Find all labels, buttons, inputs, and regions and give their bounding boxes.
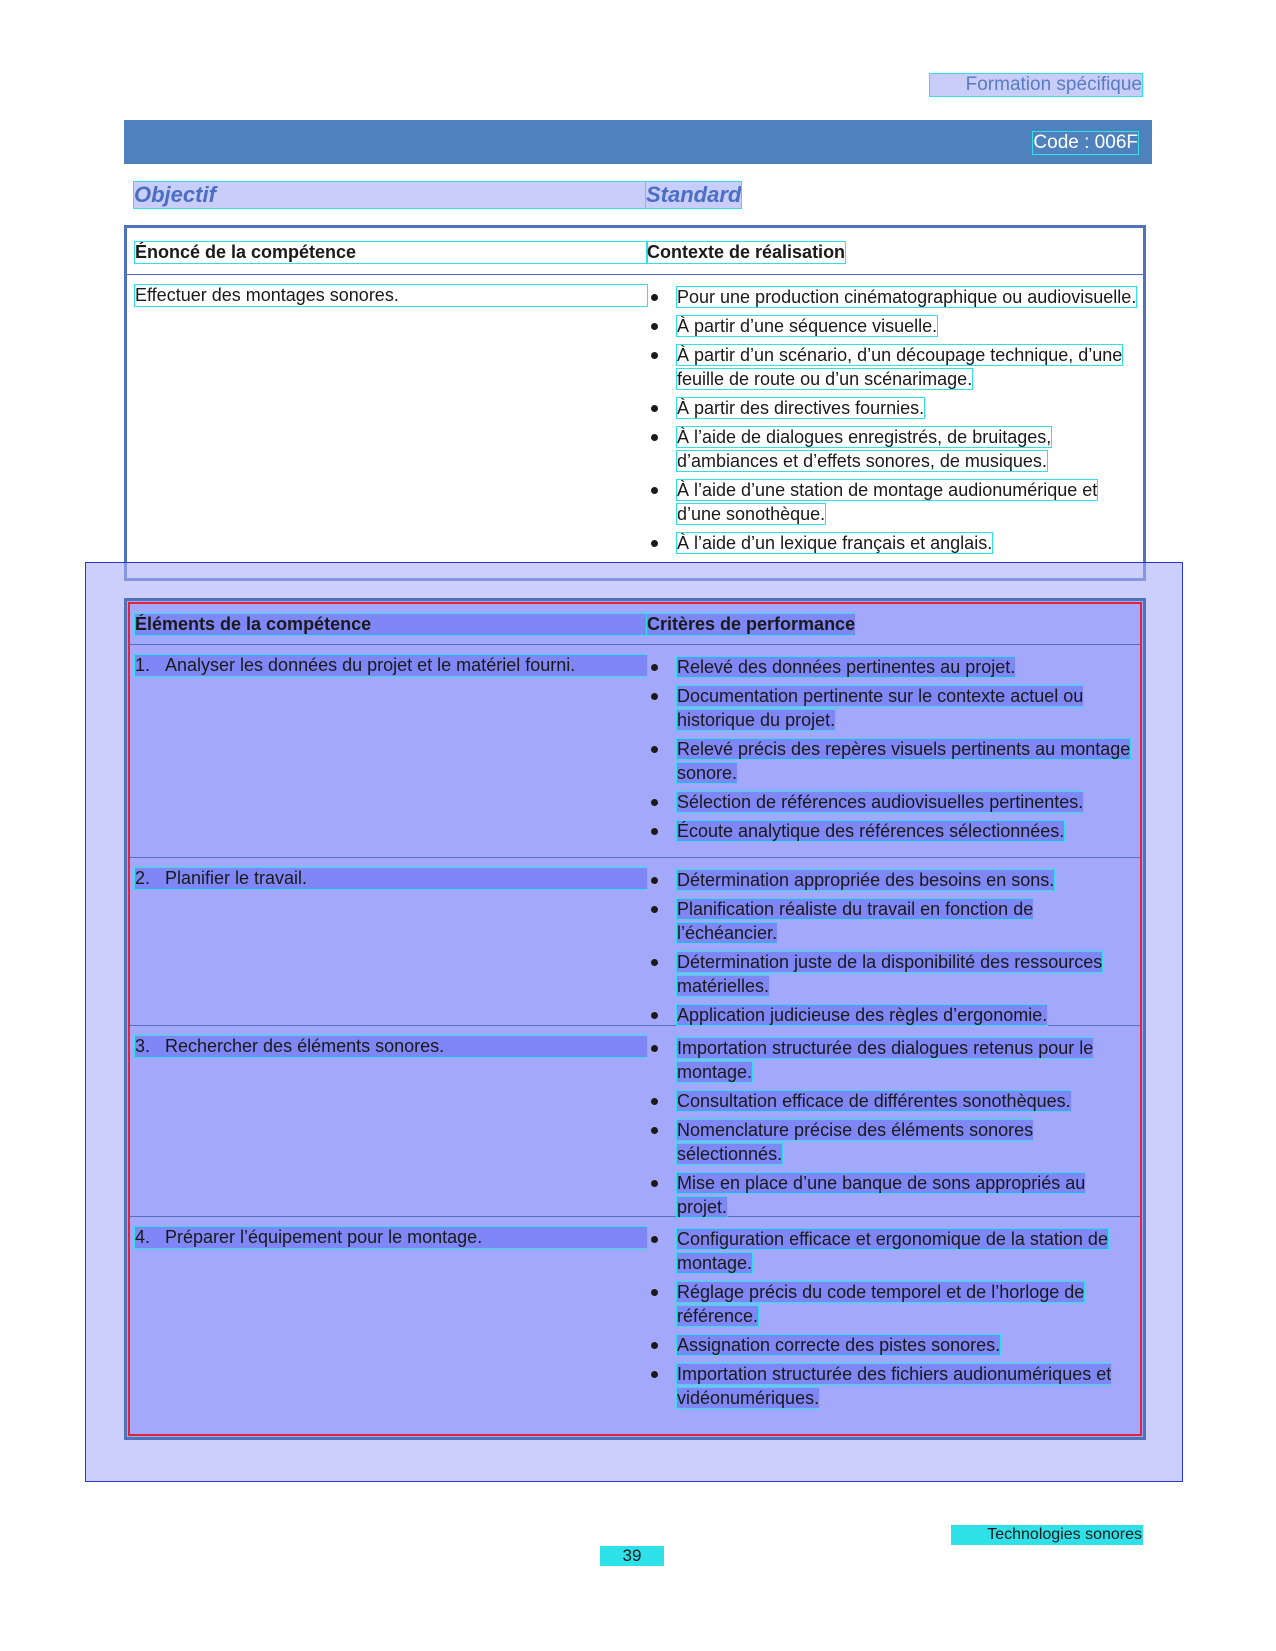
criterion-text: Écoute analytique des références sélectionnées. xyxy=(677,821,1065,841)
criterion-item xyxy=(647,684,1137,732)
criterion-text: Planification réaliste du travail en fonction de l’échéancier. xyxy=(677,899,1034,943)
criterion-item xyxy=(647,790,1137,814)
bullet-icon xyxy=(651,1342,658,1349)
col-header-enonce: Énoncé de la compétence xyxy=(135,242,647,263)
elements-sections xyxy=(130,645,1140,1407)
element-row xyxy=(130,1217,1140,1407)
criterion-text: Documentation pertinente sur le contexte actuel ou historique du projet. xyxy=(677,686,1084,730)
criterion-item xyxy=(647,1089,1137,1113)
context-text: À l’aide d’une station de montage audionumérique et d’une sonothèque. xyxy=(677,480,1098,524)
criterion-item xyxy=(647,1362,1137,1410)
element-row xyxy=(130,858,1140,1026)
element-number: 2. xyxy=(135,868,151,888)
context-item xyxy=(647,343,1137,391)
criterion-item xyxy=(647,737,1137,785)
elements-table-header xyxy=(130,604,1140,645)
page-number: 39 xyxy=(600,1546,664,1566)
col-header-elements: Éléments de la compétence xyxy=(135,614,647,635)
code-bar xyxy=(124,120,1152,164)
element-number: 4. xyxy=(135,1227,151,1247)
competence-table-header xyxy=(127,228,1143,275)
criterion-text: Détermination appropriée des besoins en sons. xyxy=(677,870,1055,890)
criterion-text: Configuration efficace et ergonomique de la station de montage. xyxy=(677,1229,1108,1273)
objective-heading: Objectif xyxy=(134,182,646,208)
competence-statement: Effectuer des montages sonores. xyxy=(135,285,647,306)
bullet-icon xyxy=(651,1236,658,1243)
bullet-icon xyxy=(651,746,658,753)
elements-table xyxy=(124,598,1146,1440)
element-row xyxy=(130,1026,1140,1217)
context-text: À partir d’un scénario, d’un découpage technique, d’une feuille de route ou d’un scénarimage. xyxy=(677,345,1123,389)
context-item xyxy=(647,531,1137,555)
col-header-criteres: Critères de performance xyxy=(647,614,856,634)
criterion-item xyxy=(647,950,1137,998)
col-header-contexte: Contexte de réalisation xyxy=(647,242,846,262)
element-text: Analyser les données du projet et le matériel fourni. xyxy=(165,655,576,675)
elements-table-frame xyxy=(128,602,1142,1436)
bullet-icon xyxy=(651,799,658,806)
criterion-item xyxy=(647,1280,1137,1328)
criterion-item xyxy=(647,1118,1137,1166)
criterion-item xyxy=(647,1333,1137,1357)
criterion-text: Application judicieuse des règles d’ergonomie. xyxy=(677,1005,1048,1025)
bullet-icon xyxy=(651,959,658,966)
program-name: Technologies sonores xyxy=(952,1526,1142,1544)
bullet-icon xyxy=(651,352,658,359)
bullet-icon xyxy=(651,540,658,547)
context-item xyxy=(647,396,1137,420)
code-label: Code : 006F xyxy=(1033,132,1138,153)
criterion-item xyxy=(647,897,1137,945)
element-number: 1. xyxy=(135,655,151,675)
criterion-text: Nomenclature précise des éléments sonores sélectionnés. xyxy=(677,1120,1034,1164)
bullet-icon xyxy=(651,1180,658,1187)
criterion-item xyxy=(647,819,1137,843)
criterion-item xyxy=(647,1003,1137,1027)
criteria-list xyxy=(647,1227,1137,1415)
context-text: À partir des directives fournies. xyxy=(677,398,925,418)
bullet-icon xyxy=(651,434,658,441)
criteria-list xyxy=(647,1036,1137,1224)
context-item xyxy=(647,285,1137,309)
bullet-icon xyxy=(651,323,658,330)
criterion-item xyxy=(647,1227,1137,1275)
element-label xyxy=(135,655,647,676)
element-text: Rechercher des éléments sonores. xyxy=(165,1036,445,1056)
element-row xyxy=(130,645,1140,858)
bullet-icon xyxy=(651,1127,658,1134)
element-text: Planifier le travail. xyxy=(165,868,308,888)
criterion-item xyxy=(647,655,1137,679)
section-title: Formation spécifique xyxy=(930,74,1142,96)
context-item xyxy=(647,314,1137,338)
context-list xyxy=(647,285,1137,560)
bullet-icon xyxy=(651,1045,658,1052)
bullet-icon xyxy=(651,693,658,700)
criterion-text: Importation structurée des fichiers audionumériques et vidéonumériques. xyxy=(677,1364,1112,1408)
element-text: Préparer l’équipement pour le montage. xyxy=(165,1227,483,1247)
criterion-text: Assignation correcte des pistes sonores. xyxy=(677,1335,1001,1355)
criterion-item xyxy=(647,1036,1137,1084)
bullet-icon xyxy=(651,1371,658,1378)
context-item xyxy=(647,425,1137,473)
bullet-icon xyxy=(651,405,658,412)
bullet-icon xyxy=(651,828,658,835)
criterion-text: Consultation efficace de différentes sonothèques. xyxy=(677,1091,1071,1111)
bullet-icon xyxy=(651,664,658,671)
bullet-icon xyxy=(651,487,658,494)
criteria-list xyxy=(647,655,1137,848)
criterion-text: Mise en place d’une banque de sons appropriés au projet. xyxy=(677,1173,1086,1217)
bullet-icon xyxy=(651,1289,658,1296)
context-item xyxy=(647,478,1137,526)
criterion-text: Relevé des données pertinentes au projet. xyxy=(677,657,1016,677)
bullet-icon xyxy=(651,294,658,301)
element-label xyxy=(135,1036,647,1057)
bullet-icon xyxy=(651,877,658,884)
bullet-icon xyxy=(651,906,658,913)
bullet-icon xyxy=(651,1012,658,1019)
bullet-icon xyxy=(651,1098,658,1105)
criterion-text: Relevé précis des repères visuels pertinents au montage sonore. xyxy=(677,739,1131,783)
criteria-list xyxy=(647,868,1137,1032)
criterion-text: Sélection de références audiovisuelles pertinentes. xyxy=(677,792,1084,812)
criterion-text: Importation structurée des dialogues retenus pour le montage. xyxy=(677,1038,1094,1082)
criterion-item xyxy=(647,868,1137,892)
criterion-text: Détermination juste de la disponibilité des ressources matérielles. xyxy=(677,952,1103,996)
context-text: Pour une production cinématographique ou audiovisuelle. xyxy=(677,287,1137,307)
context-text: À l’aide de dialogues enregistrés, de bruitages, d’ambiances et d’effets sonores, de musiques. xyxy=(677,427,1052,471)
context-text: À partir d’une séquence visuelle. xyxy=(677,316,938,336)
criterion-item xyxy=(647,1171,1137,1219)
element-number: 3. xyxy=(135,1036,151,1056)
context-text: À l’aide d’un lexique français et anglais. xyxy=(677,533,993,553)
competence-table xyxy=(124,225,1146,581)
criterion-text: Réglage précis du code temporel et de l’horloge de référence. xyxy=(677,1282,1085,1326)
element-label xyxy=(135,868,647,889)
standard-heading: Standard xyxy=(646,182,742,207)
element-label xyxy=(135,1227,647,1248)
